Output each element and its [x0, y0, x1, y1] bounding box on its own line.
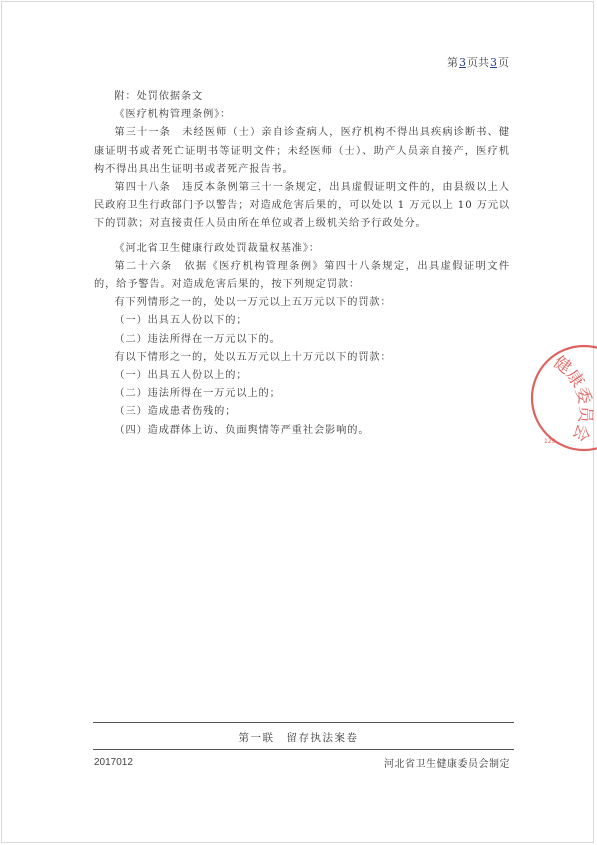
- page-mid: 页共: [467, 56, 489, 69]
- paragraph-article-31: 第三十一条 未经医师（士）亲自诊查病人，医疗机构不得出具疾病诊断书、健康证明书或者死亡证明书等证明文件；未经医师（士）、助产人员亲自接产，医疗机构不得出具出生证明书或者死产报告书。: [94, 127, 510, 175]
- paragraph-item-low-2: （二）违法所得在一万元以下的。: [114, 333, 281, 345]
- paragraph-item-high-3: （三）造成患者伤残的；: [114, 406, 237, 418]
- page-counter: [447, 54, 509, 70]
- paragraph-article-48: 第四十八条 违反本条例第三十一条规定，出具虚假证明文件的，由县级以上人民政府卫生行政部门予以警告；对造成危害后果的，可以处以 1 万元以上 10 万元以下的罚款；对直接责任人员由所在单位或者上级机关给予行政处分。: [94, 182, 510, 230]
- paragraph-item-high-4: （四）造成群体上访、负面舆情等严重社会影响的。: [114, 424, 370, 436]
- official-seal: [528, 340, 597, 460]
- paragraph-regulation-title: 《医疗机构管理条例》：: [114, 109, 232, 121]
- paragraph-item-high-2: （二）违法所得在一万元以上的；: [114, 388, 281, 400]
- paragraph-standard-title: 《河北省卫生健康行政处罚裁量权基准》：: [114, 242, 320, 254]
- paragraph-item-high-1: （一）出具五人份以上的；: [114, 370, 248, 382]
- page-total: 3: [490, 56, 497, 69]
- paragraph-item-low-1: （一）出具五人份以下的；: [114, 315, 248, 327]
- paragraph-condition-high: 有以下情形之一的，处以五万元以上十万元以下的罚款：: [114, 351, 392, 363]
- form-code: 2017012: [94, 757, 133, 768]
- body-text: [94, 88, 510, 440]
- paragraph-article-26: 第二十六条 依据《医疗机构管理条例》第四十八条规定，出具虚假证明文件的，给予警告。对造成危害后果的，按下列规定罚款：: [94, 260, 510, 291]
- seal-arc-text: 健康委员会: [549, 352, 596, 445]
- footer-rule-bottom: [93, 749, 514, 750]
- paragraph-attachment-title: 附：处罚依据条文: [114, 91, 204, 102]
- seal-text: [549, 352, 595, 444]
- page-prefix: 第: [447, 56, 458, 69]
- page-suffix: 页: [498, 56, 509, 69]
- footer-title: 第一联 留存执法案卷: [238, 732, 359, 744]
- page-number: 3: [459, 56, 466, 69]
- form-maker: 河北省卫生健康委员会制定: [384, 759, 510, 770]
- paragraph-condition-low: 有下列情形之一的，处以一万元以上五万元以下的罚款：: [114, 297, 392, 309]
- footer-rule-top: [93, 722, 514, 723]
- seal-code: 129: [544, 438, 556, 445]
